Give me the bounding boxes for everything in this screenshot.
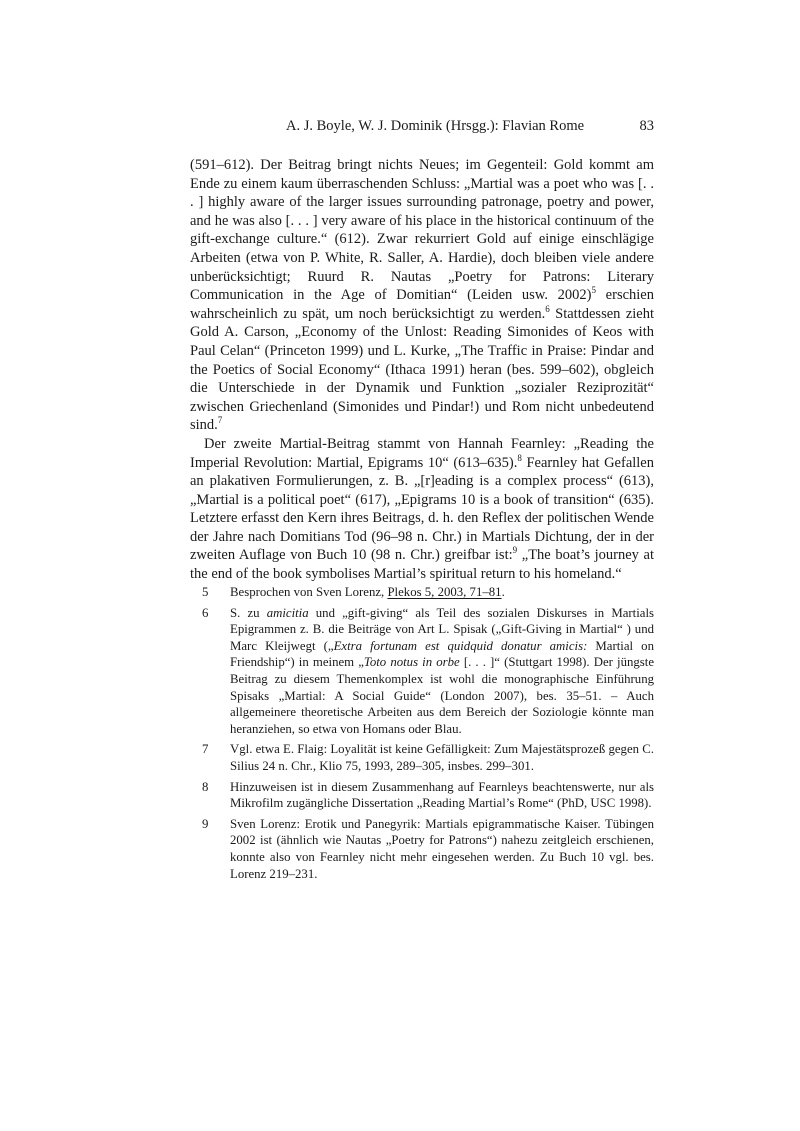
footnote-ref-6[interactable]: 6 <box>545 303 550 314</box>
footnote-ref-9[interactable]: 9 <box>512 545 518 556</box>
footnote-number: 8 <box>202 779 209 794</box>
footnote-number: 7 <box>202 742 209 757</box>
footnote-number: 9 <box>202 816 209 831</box>
footnote-number: 6 <box>202 605 209 620</box>
footnote-text: Vgl. etwa E. Flaig: Loyalität ist keine Gefälligkeit: Zum Majestätsprozeß gegen C. Silius 24 n. Chr., Klio 75, 1993, 289–305, insbes. 299–301. <box>230 742 654 773</box>
paragraph-2: Der zweite Martial-Beitrag stammt von Hannah Fearnley: „Reading the Imperial Revolution: Martial, Epigrams 10“ (613–635).$^8$ Fearnley hat Gefallen an plakativen Formulierungen, z. B. „[r]eading is a complex process“ (613), „Martial is a political poet“ (617), „Epigrams 10 is a book of transition“ (635). Letztere erfasst den Kern ihres Beitrags, d. h. den Reflex der politischen Wende der Jahre nach Domitians Tod (96–98 n. Chr.) in Martials Dichtung, der in der zweiten Auflage von Buch 10 (98 n. Chr.) greifbar ist:$^9$ „The boat’s journey at the end of the book symbolises Martial’s spiritual return to his homeland.“ <box>190 435 654 583</box>
footnote-ref-5[interactable]: 5 <box>591 285 596 296</box>
footnotes <box>190 584 654 886</box>
plekos-link[interactable]: Plekos 5, 2003, 71–81 <box>387 585 502 599</box>
footnote-6 <box>190 605 654 738</box>
footnote-ref-7[interactable]: 7 <box>217 415 223 426</box>
footnote-text: S. zu amicitia und „gift-giving“ als Teil des sozialen Diskurses in Martials Epigrammen z. B. die Beiträge von Art L. Spisak („Gift-Giving in Martial“ ) und Marc Kleijwegt („Extra fortunam est quidquid donatur amicis: Martial on Friendship“) in meinem „Toto notus in orbe [. . . ]“ (Stuttgart 1998). Der jüngste Beitrag zu diesem Themenkomplex ist wohl die monographische Einführung Spisaks „Martial: A Social Guide“ (London 2007), bes. 35–51. – Auch allgemeinere theoretische Arbeiten aus dem Bereich der Soziologie könnte man heranziehen, so etwa von Homans oder Blau. <box>230 605 654 736</box>
header-title: A. J. Boyle, W. J. Dominik (Hrsgg.): Flavian Rome <box>286 118 585 134</box>
footnote-text: Hinzuweisen ist in diesem Zusammenhang auf Fearnleys beachtenswerte, nur als Mikrofilm zugängliche Dissertation „Reading Martial’s Rome“ (PhD, USC 1998). <box>230 779 654 811</box>
footnote-9 <box>190 816 654 882</box>
footnote-number: 5 <box>202 585 209 599</box>
main-text <box>190 156 654 584</box>
footnote-text: Sven Lorenz: Erotik und Panegyrik: Martials epigrammatische Kaiser. Tübingen 2002 ist (ähnlich wie Nautas „Poetry for Patrons“) nahezu zeitgleich erschienen, konnte also von Fearnley nicht mehr eingesehen werden. Zu Buch 10 vgl. bes. Lorenz 219–231. <box>230 816 654 881</box>
footnote-7 <box>190 741 654 774</box>
footnote-8 <box>190 779 654 812</box>
footnote-5 <box>190 584 654 601</box>
footnote-ref-8[interactable]: 8 <box>517 452 522 463</box>
footnote-text: Besprochen von Sven Lorenz, Plekos 5, 2003, 71–81. <box>230 585 505 599</box>
page-number: 83 <box>639 118 654 134</box>
running-header <box>190 118 654 138</box>
paragraph-1: (591–612). Der Beitrag bringt nichts Neues; im Gegenteil: Gold kommt am Ende zu einem kaum überraschenden Schluss: „Martial was a poet who was [. . . ] highly aware of the larger issues surrounding patronage, poetry and power, and he was also [. . . ] very aware of his place in the historical continuum of the gift-exchange culture.“ (612). Zwar rekurriert Gold auf einige einschlägige Arbeiten (etwa von P. White, R. Saller, A. Hardie), doch bleiben viele andere unberücksichtigt; Ruurd R. Nautas „Poetry for Patrons: Literary Communication in the Age of Domitian“ (Leiden usw. 2002)$^5$ erschien wahrscheinlich zu spät, um noch berücksichtigt zu werden.$^6$ Stattdessen zieht Gold A. Carson, „Economy of the Unlost: Reading Simonides of Keos with Paul Celan“ (Princeton 1999) und L. Kurke, „The Traffic in Praise: Pindar and the Poetics of Social Economy“ (Ithaca 1991) heran (bes. 599–602), obgleich die Unterschiede in der Dynamik und Funktion „sozialer Reziprozität“ zwischen Griechenland (Simonides und Pindar!) und Rom nicht unbedeutend sind.$^7$ <box>190 157 654 434</box>
